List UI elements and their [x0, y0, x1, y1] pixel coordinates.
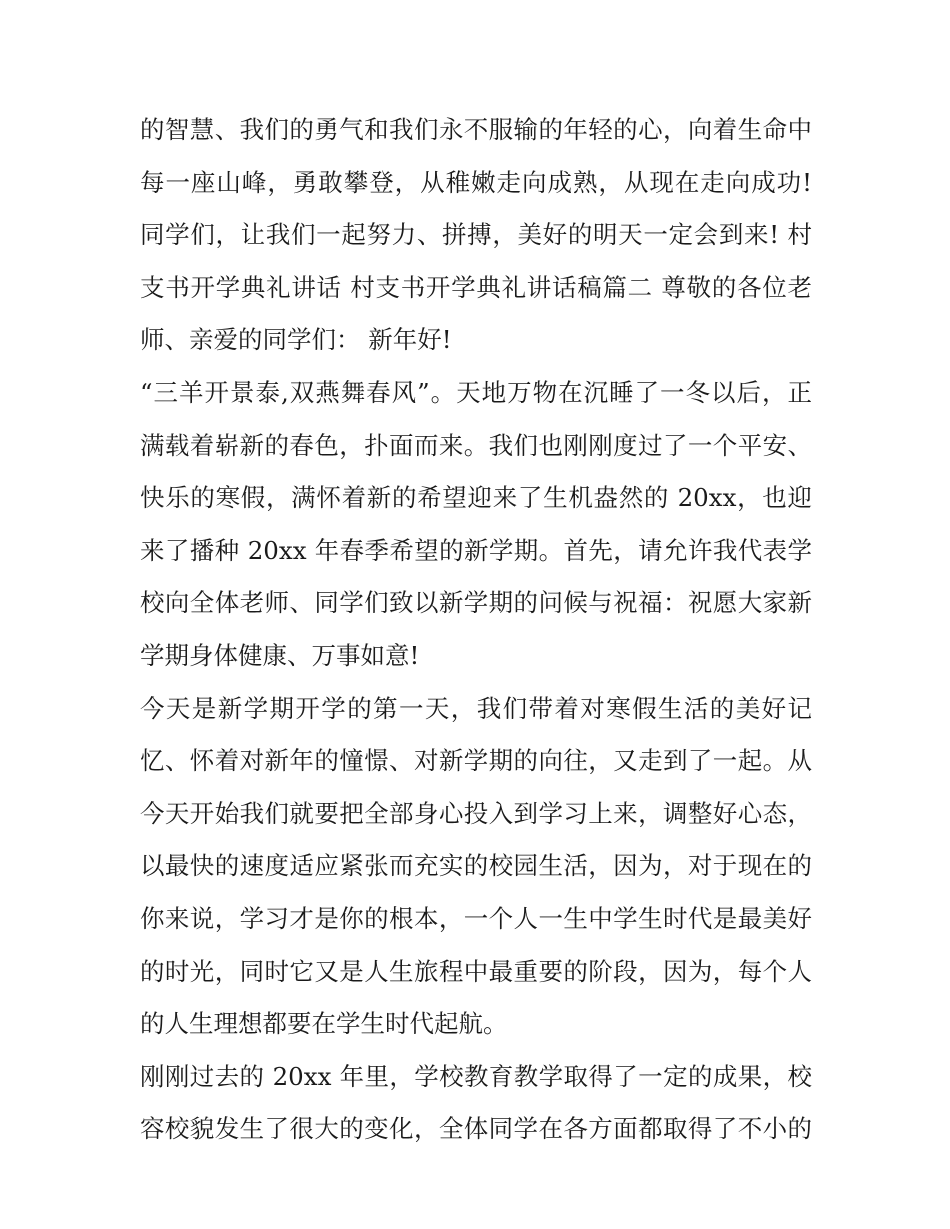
- text-line: 支书开学典礼讲话 村支书开学典礼讲话稿篇二 尊敬的各位老: [140, 272, 812, 302]
- paragraph-4: [140, 1051, 812, 1156]
- text-line: 的时光，同时它又是人生旅程中最重要的阶段，因为，每个人: [140, 956, 812, 986]
- text-line: 忆、怀着对新年的憧憬、对新学期的向往，又走到了一起。从: [140, 746, 812, 776]
- text-line: 今天开始我们就要把全部身心投入到学习上来，调整好心态，: [140, 798, 812, 828]
- text-line: 同学们，让我们一起努力、拼搏，美好的明天一定会到来! 村: [140, 220, 812, 250]
- text-line: 每一座山峰，勇敢攀登，从稚嫩走向成熟，从现在走向成功!: [140, 167, 812, 197]
- text-line: 来了播种 20xx 年春季希望的新学期。首先，请允许我代表学: [140, 535, 812, 565]
- text-line: 容校貌发生了很大的变化，全体同学在各方面都取得了不小的: [140, 1114, 812, 1144]
- text-line: 学期身体健康、万事如意!: [140, 640, 420, 670]
- document-body: [140, 104, 812, 1156]
- paragraph-2: [140, 367, 812, 683]
- text-line: 师、亲爱的同学们： 新年好!: [140, 325, 452, 355]
- text-line: 的智慧、我们的勇气和我们永不服输的年轻的心，向着生命中: [140, 115, 812, 144]
- text-line: 快乐的寒假，满怀着新的希望迎来了生机盎然的 20xx，也迎: [140, 483, 812, 513]
- text-line: 刚刚过去的 20xx 年里，学校教育教学取得了一定的成果，校: [140, 1061, 812, 1091]
- text-line: 以最快的速度适应紧张而充实的校园生活，因为，对于现在的: [140, 851, 812, 881]
- text-line: 的人生理想都要在学生时代起航。: [140, 1009, 508, 1039]
- text-line: 你来说，学习才是你的根本，一个人一生中学生时代是最美好: [140, 903, 812, 933]
- paragraph-1: [140, 104, 812, 367]
- paragraph-3: [140, 683, 812, 1051]
- text-line: 满载着崭新的春色，扑面而来。我们也刚刚度过了一个平安、: [140, 430, 812, 460]
- text-line: 校向全体老师、同学们致以新学期的问候与祝福：祝愿大家新: [140, 588, 812, 618]
- text-line: 今天是新学期开学的第一天，我们带着对寒假生活的美好记: [140, 693, 812, 723]
- text-line: “三羊开景泰,双燕舞春风”。天地万物在沉睡了一冬以后，正: [140, 377, 812, 407]
